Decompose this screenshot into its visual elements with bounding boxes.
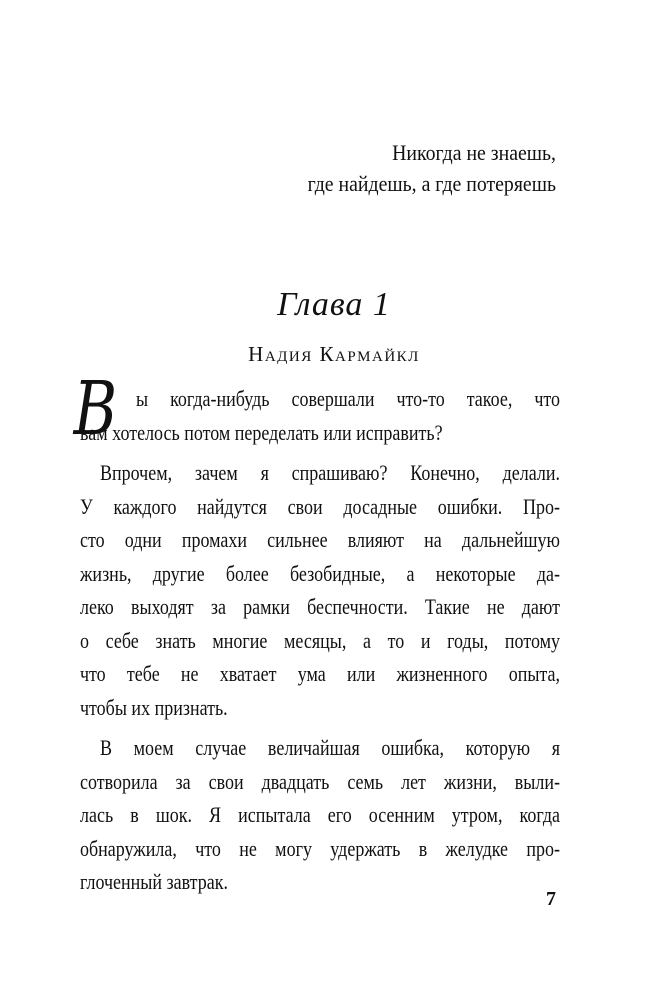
chapter-title: Глава 1 xyxy=(277,286,391,323)
chapter-narrator: Надия Кармайкл xyxy=(248,342,420,366)
text-line: жизнь, другие более безобидные, а некоторые да- xyxy=(80,560,560,586)
text-line: обнаружила, что не могу удержать в желудке про- xyxy=(80,835,560,861)
text-line: о себе знать многие месяцы, а то и годы, потому xyxy=(80,627,560,653)
page-number: 7 xyxy=(546,888,556,910)
text-line: В моем случае величайшая ошибка, которую я xyxy=(100,735,560,760)
text-line: глоченный завтрак. xyxy=(80,869,228,894)
paragraph xyxy=(80,731,560,899)
text-line: что тебе не хватает ума или жизненного опыта, xyxy=(80,661,560,686)
body-text xyxy=(73,366,560,899)
text-line: вам хотелось потом переделать или исправить? xyxy=(80,419,443,445)
epigraph xyxy=(308,137,556,199)
text-line: чтобы их признать. xyxy=(80,694,228,720)
text-line: ы когда-нибудь совершали что-то такое, что xyxy=(136,386,560,411)
text-line: Впрочем, зачем я спрашиваю? Конечно, делали. xyxy=(100,460,560,485)
text-line: У каждого найдутся свои досадные ошибки. Про- xyxy=(80,493,560,519)
text-line: сто одни промахи сильнее влияют на дальнейшую xyxy=(80,527,560,552)
paragraph xyxy=(73,366,560,452)
epigraph-line: где найдешь, а где потеряешь xyxy=(307,171,556,196)
epigraph-line: Никогда не знаешь, xyxy=(392,140,556,165)
text-line: лась в шок. Я испытала его осенним утром, когда xyxy=(80,802,560,827)
drop-cap: В xyxy=(73,366,118,452)
paragraph xyxy=(80,456,560,724)
text-line: сотворила за свои двадцать семь лет жизни, выли- xyxy=(80,768,560,794)
text-line: леко выходят за рамки беспечности. Такие не дают xyxy=(80,594,560,619)
